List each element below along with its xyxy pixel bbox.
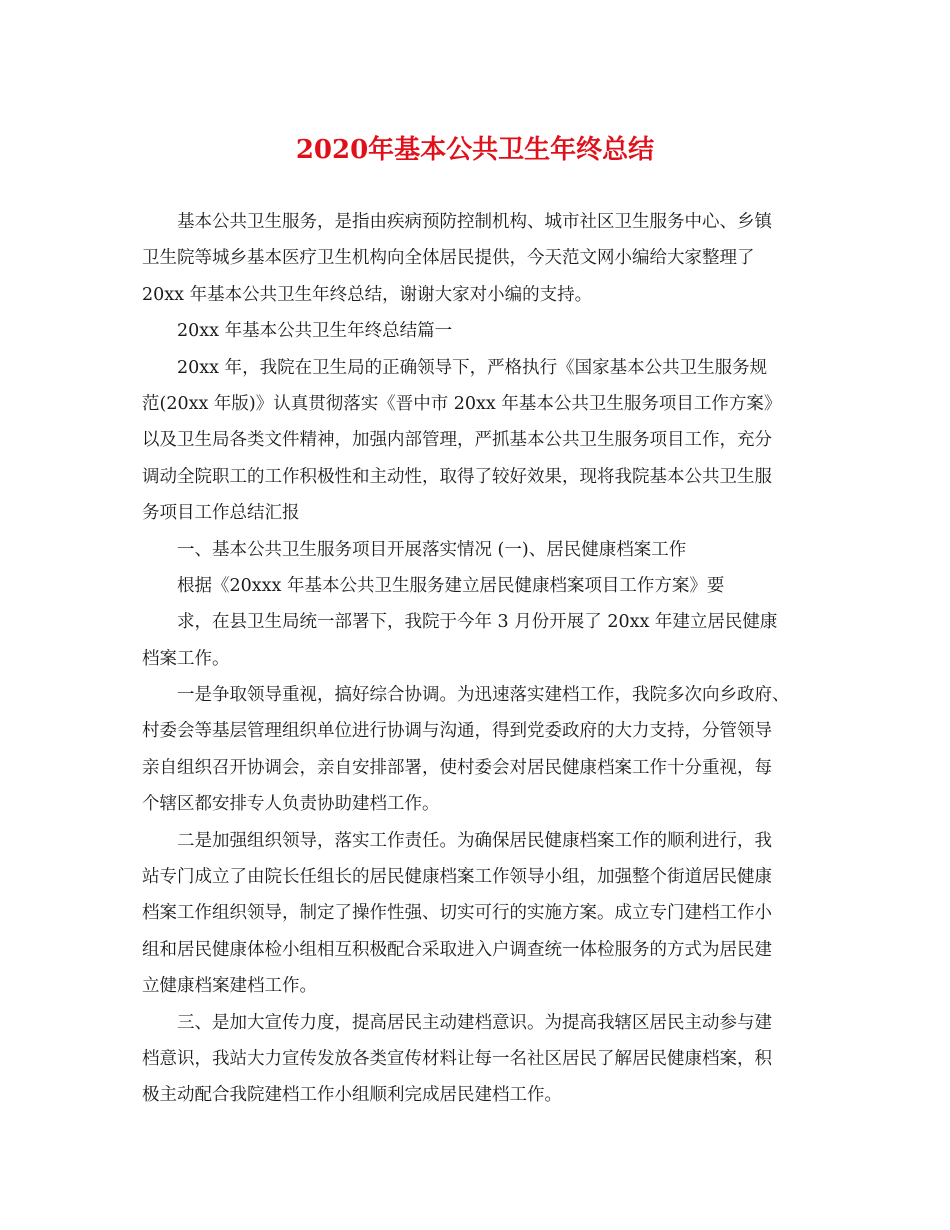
document-title: 2020年基本公共卫生年终总结 xyxy=(295,135,655,165)
text-line: 个辖区都安排专人负责协助建档工作。 xyxy=(142,794,440,815)
text-line: 范(20xx 年版)》认真贯彻落实《晋中市 20xx 年基本公共卫生服务项目工作方案》 xyxy=(142,393,782,414)
text-line: 求，在县卫生局统一部署下，我院于今年 3 月份开展了 20xx 年建立居民健康 xyxy=(177,612,778,633)
text-line: 档意识，我站大力宣传发放各类宣传材料让每一名社区居民了解居民健康档案，积 xyxy=(142,1048,772,1069)
text-line: 卫生院等城乡基本医疗卫生机构向全体居民提供，今天范文网小编给大家整理了 xyxy=(142,248,755,269)
text-line: 根据《20xxx 年基本公共卫生服务建立居民健康档案项目工作方案》要 xyxy=(177,575,725,596)
document-body xyxy=(142,204,822,1114)
text-line: 立健康档案建档工作。 xyxy=(142,976,317,997)
text-line: 一是争取领导重视，搞好综合协调。为迅速落实建档工作，我院多次向乡政府、 xyxy=(177,685,790,706)
text-line: 一、基本公共卫生服务项目开展落实情况 (一)、居民健康档案工作 xyxy=(177,539,687,560)
text-line: 站专门成立了由院长任组长的居民健康档案工作领导小组，加强整个街道居民健康 xyxy=(142,867,772,888)
text-line: 20xx 年基本公共卫生年终总结篇一 xyxy=(177,321,453,342)
text-line: 极主动配合我院建档工作小组顺利完成居民建档工作。 xyxy=(142,1085,562,1106)
text-line: 亲自组织召开协调会，亲自安排部署，使村委会对居民健康档案工作十分重视，每 xyxy=(142,757,772,778)
text-line: 调动全院职工的工作积极性和主动性，取得了较好效果，现将我院基本公共卫生服 xyxy=(142,466,772,487)
text-line: 村委会等基层管理组织单位进行协调与沟通，得到党委政府的大力支持，分管领导 xyxy=(142,721,772,742)
text-line: 务项目工作总结汇报 xyxy=(142,503,300,524)
text-line: 以及卫生局各类文件精神，加强内部管理，严抓基本公共卫生服务项目工作，充分 xyxy=(142,430,772,451)
text-line: 基本公共卫生服务，是指由疾病预防控制机构、城市社区卫生服务中心、乡镇 xyxy=(177,212,772,232)
text-line: 组和居民健康体检小组相互积极配合采取进入户调查统一体检服务的方式为居民建 xyxy=(142,939,772,960)
text-line: 二是加强组织领导，落实工作责任。为确保居民健康档案工作的顺利进行，我 xyxy=(177,830,772,851)
text-line: 20xx 年，我院在卫生局的正确领导下，严格执行《国家基本公共卫生服务规 xyxy=(177,357,768,378)
text-line: 三、是加大宣传力度，提高居民主动建档意识。为提高我辖区居民主动参与建 xyxy=(177,1012,772,1033)
text-line: 档案工作。 xyxy=(142,648,230,669)
text-line: 20xx 年基本公共卫生年终总结，谢谢大家对小编的支持。 xyxy=(142,284,593,305)
text-line: 档案工作组织领导，制定了操作性强、切实可行的实施方案。成立专门建档工作小 xyxy=(142,903,772,924)
